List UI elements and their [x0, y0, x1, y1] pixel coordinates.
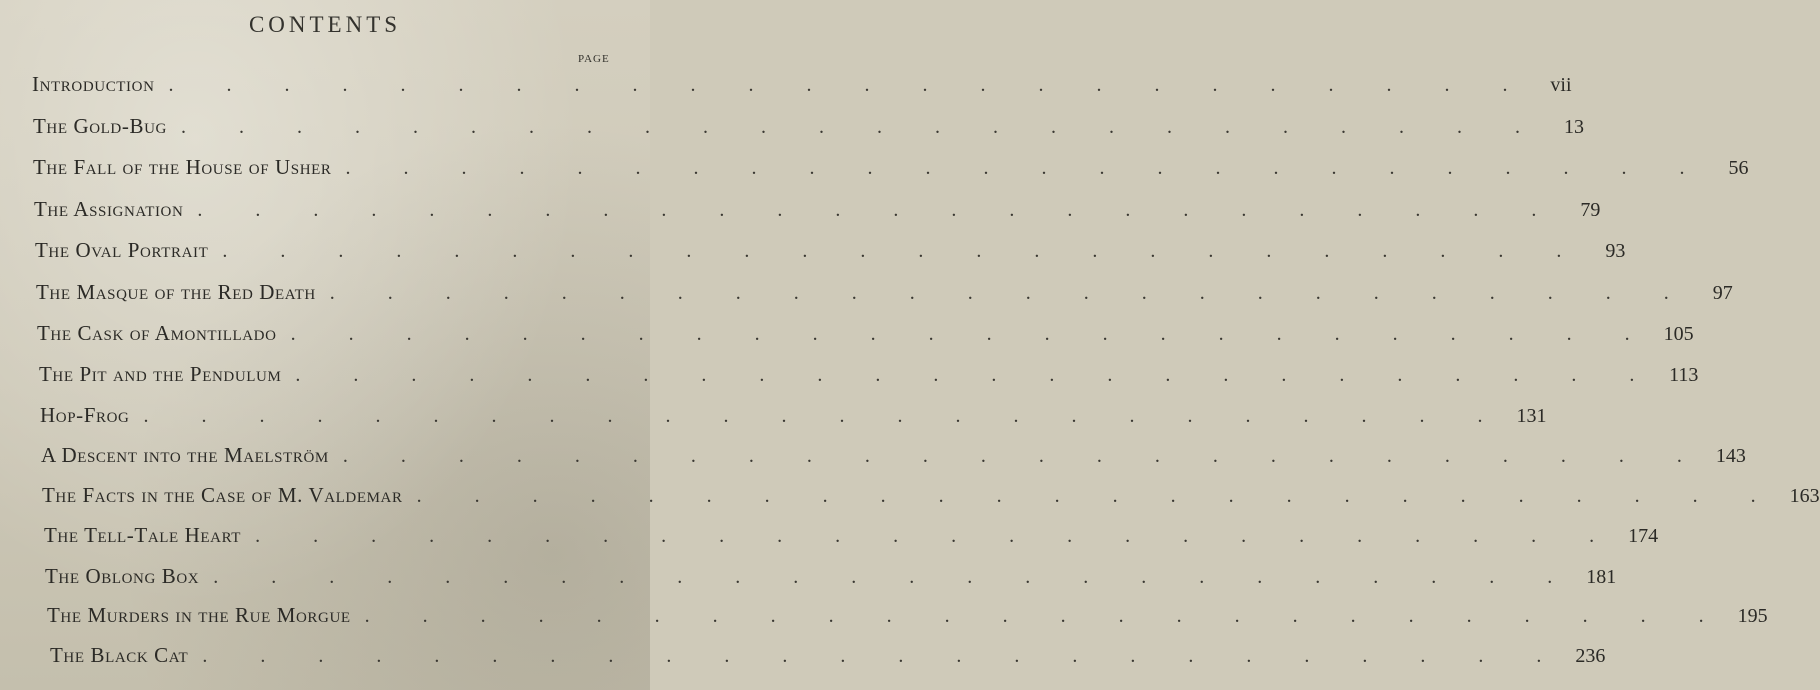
dot-leader: . . . . . . . . . . . . . . . . . . . . . . . . [329, 282, 1693, 304]
toc-entry-title: The Tell-Tale Heart [44, 523, 242, 547]
toc-entry-page: 163 [1789, 485, 1820, 507]
dot-leader: . . . . . . . . . . . . . . . . . . . . . . . . [197, 199, 1561, 221]
dot-leader: . . . . . . . . . . . . . . . . . . . . . . . . [290, 323, 1654, 345]
toc-entry-page: 56 [1728, 157, 1749, 179]
toc-entry-page: 131 [1516, 405, 1547, 427]
toc-entry[interactable] [50, 643, 1606, 669]
page-column-label: PAGE [578, 53, 610, 65]
toc-entry[interactable] [35, 238, 1626, 264]
toc-entry[interactable] [34, 197, 1601, 223]
toc-entry-page: 113 [1669, 364, 1699, 386]
toc-entry-title: The Masque of the Red Death [36, 280, 316, 304]
toc-entry-page: 195 [1737, 605, 1768, 627]
dot-leader: . . . . . . . . . . . . . . . . . . . . . . . . [364, 605, 1728, 627]
toc-entry[interactable] [45, 564, 1617, 590]
toc-entry[interactable] [33, 114, 1584, 140]
toc-entry[interactable] [40, 403, 1547, 429]
toc-entry-title: The Assignation [34, 197, 184, 221]
dot-leader: . . . . . . . . . . . . . . . . . . . . . . . . [202, 645, 1566, 667]
toc-entry[interactable] [44, 523, 1659, 549]
dot-leader: . . . . . . . . . . . . . . . . . . . . . . . . [295, 364, 1659, 386]
toc-entry[interactable] [37, 321, 1694, 347]
toc-entry-page: vii [1550, 74, 1572, 96]
dot-leader: . . . . . . . . . . . . . . . . . . . . . . . . [416, 485, 1780, 507]
toc-entry-page: 79 [1580, 199, 1601, 221]
dot-leader: . . . . . . . . . . . . . . . . . . . . . . . . [255, 525, 1619, 547]
toc-entry-page: 236 [1575, 645, 1606, 667]
dot-leader: . . . . . . . . . . . . . . . . . . . . . . . . [180, 116, 1544, 138]
dot-leader: . . . . . . . . . . . . . . . . . . . . . . . . [213, 566, 1577, 588]
toc-entry[interactable] [41, 443, 1746, 469]
contents-heading: CONTENTS [248, 12, 402, 37]
dot-leader: . . . . . . . . . . . . . . . . . . . . . . . . [168, 74, 1532, 96]
toc-entry[interactable] [32, 72, 1572, 98]
toc-entry-page: 143 [1715, 445, 1746, 467]
toc-entry-page: 97 [1712, 282, 1733, 304]
toc-entry-title: The Oblong Box [45, 564, 200, 588]
toc-entry[interactable] [39, 362, 1699, 388]
dot-leader: . . . . . . . . . . . . . . . . . . . . . . . . [143, 405, 1507, 427]
toc-entry-page: 174 [1628, 525, 1659, 547]
toc-entry-title: The Facts in the Case of M. Valdemar [42, 483, 403, 507]
toc-entry-title: A Descent into the Maelström [41, 443, 329, 467]
toc-entry-page: 13 [1563, 116, 1584, 138]
toc-entry-title: The Black Cat [50, 643, 189, 667]
toc-entry-page: 181 [1586, 566, 1617, 588]
toc-entry-title: Hop-Frog [40, 403, 130, 427]
dot-leader: . . . . . . . . . . . . . . . . . . . . . . . . [345, 157, 1709, 179]
toc-entry-title: The Oval Portrait [35, 238, 209, 262]
dot-leader: . . . . . . . . . . . . . . . . . . . . . . . . [342, 445, 1706, 467]
toc-entry-page: 93 [1605, 240, 1626, 262]
toc-entry[interactable] [47, 603, 1768, 629]
toc-entry-title: The Pit and the Pendulum [39, 362, 282, 386]
toc-entry-title: Introduction [32, 72, 155, 96]
toc-entry-title: The Cask of Amontillado [37, 321, 277, 345]
toc-entry[interactable] [33, 155, 1749, 181]
toc-entry-title: The Murders in the Rue Morgue [47, 603, 351, 627]
toc-entry[interactable] [36, 280, 1733, 306]
dot-leader: . . . . . . . . . . . . . . . . . . . . . . . . [222, 240, 1586, 262]
toc-entry-page: 105 [1663, 323, 1694, 345]
toc-entry-title: The Fall of the House of Usher [33, 155, 332, 179]
toc-entry[interactable] [42, 483, 1820, 509]
toc-entry-title: The Gold-Bug [33, 114, 167, 138]
